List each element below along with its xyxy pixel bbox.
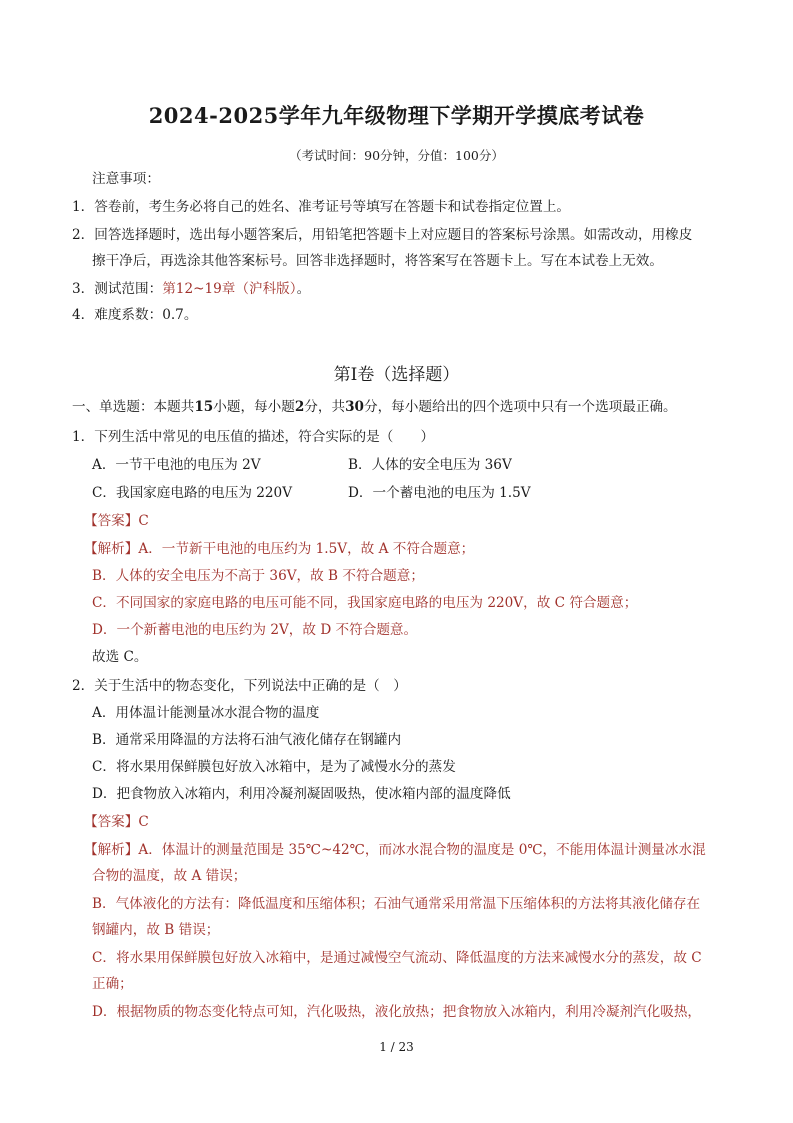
exam-info: （考试时间：90分钟，分值：100分）	[289, 148, 504, 163]
intro-part-b: 小题，每小题	[213, 399, 295, 415]
intro-part-a: 一、单选题：本题共	[72, 399, 195, 415]
q1-option-c: C．我国家庭电路的电压为 220V	[92, 485, 293, 501]
notice-heading: 注意事项：	[92, 171, 160, 187]
q2-analysis-4: D．根据物质的物态变化特点可知，汽化吸热，液化放热；把食物放入冰箱内，利用冷凝剂汽化吸热，	[92, 1004, 702, 1020]
q1-option-b: B．人体的安全电压为 36V	[348, 457, 512, 473]
test-range: 第12~19章（沪科版）	[162, 281, 297, 297]
q2-analysis-2: B．气体液化的方法有：降低温度和压缩体积；石油气通常采用常温下压缩体积的方法将其液化储存在	[92, 896, 701, 912]
notice-item-3-suffix: 。	[296, 281, 311, 297]
q2-analysis-1-text: A．体温计的测量范围是 35℃~42℃，而冰水混合物的温度是 0℃，不能用体温计测量冰水混	[138, 842, 706, 858]
q1-analysis-2: B．人体的安全电压为不高于 36V，故 B 不符合题意；	[92, 568, 424, 584]
intro-part-d: 分，每小题给出的四个选项中只有一个选项最正确。	[364, 399, 677, 415]
q2-option-a: A．用体温计能测量冰水混合物的温度	[92, 705, 320, 721]
q1-analysis-4: D．一个新蓄电池的电压约为 2V，故 D 不符合题意。	[92, 622, 418, 638]
q2-analysis-3-cont: 正确；	[92, 976, 133, 992]
q1-answer: 【答案】C	[84, 513, 149, 529]
section-intro	[72, 398, 677, 416]
notice-item-2-cont: 擦干净后，再选涂其他答案标号。回答非选择题时，将答案写在答题卡上。写在本试卷上无效。	[92, 253, 663, 269]
q2-option-d: D．把食物放入冰箱内，利用冷凝剂凝固吸热，使冰箱内部的温度降低	[92, 786, 511, 802]
q1-option-d: D．一个蓄电池的电压为 1.5V	[348, 485, 531, 501]
points-per-question: 2	[294, 399, 305, 415]
q2-analysis-1	[84, 841, 706, 859]
notice-item-3	[72, 280, 310, 298]
question-count: 15	[194, 399, 214, 415]
q2-option-c: C．将水果用保鲜膜包好放入冰箱中，是为了减慢水分的蒸发	[92, 759, 456, 775]
q1-analysis-1-text: A．一节新干电池的电压约为 1.5V，故 A 不符合题意；	[138, 541, 475, 557]
page-number: 1 / 23	[379, 1040, 414, 1054]
section-title: 第Ⅰ卷（选择题）	[333, 365, 460, 385]
q2-analysis-label: 【解析】	[84, 842, 139, 858]
q2-analysis-1-cont: 合物的温度，故 A 错误；	[92, 868, 247, 884]
notice-item-4: 4．难度系数：0.7。	[72, 307, 198, 323]
q1-analysis-1	[84, 540, 474, 558]
q2-analysis-2-cont: 钢罐内，故 B 错误；	[92, 922, 220, 938]
q1-analysis-label: 【解析】	[84, 541, 139, 557]
notice-item-3-prefix: 3．测试范围：	[72, 281, 163, 297]
intro-part-c: 分，共	[304, 399, 346, 415]
q1-analysis-3: C．不同国家的家庭电路的电压可能不同，我国家庭电路的电压为 220V，故 C 符合题意；	[92, 595, 638, 611]
q2-analysis-3: C．将水果用保鲜膜包好放入冰箱中，是通过减慢空气流动、降低温度的方法来减慢水分的蒸发，故 C	[92, 950, 702, 966]
notice-item-2: 2．回答选择题时，选出每小题答案后，用铅笔把答题卡上对应题目的答案标号涂黑。如需改动，用橡皮	[72, 227, 693, 243]
q2-stem: 2．关于生活中的物态变化，下列说法中正确的是（ ）	[72, 678, 407, 694]
q1-stem: 1．下列生活中常见的电压值的描述，符合实际的是（ ）	[72, 429, 435, 445]
page-title: 2024-2025学年九年级物理下学期开学摸底考试卷	[148, 103, 645, 128]
q1-option-a: A．一节干电池的电压为 2V	[92, 457, 261, 473]
q2-option-b: B．通常采用降温的方法将石油气液化储存在钢罐内	[92, 732, 402, 748]
notice-item-1: 1．答卷前，考生务必将自己的姓名、准考证号等填写在答题卡和试卷指定位置上。	[72, 199, 571, 215]
q1-conclusion: 故选 C。	[92, 649, 148, 665]
total-points: 30	[345, 399, 364, 415]
q2-answer: 【答案】C	[84, 814, 149, 830]
